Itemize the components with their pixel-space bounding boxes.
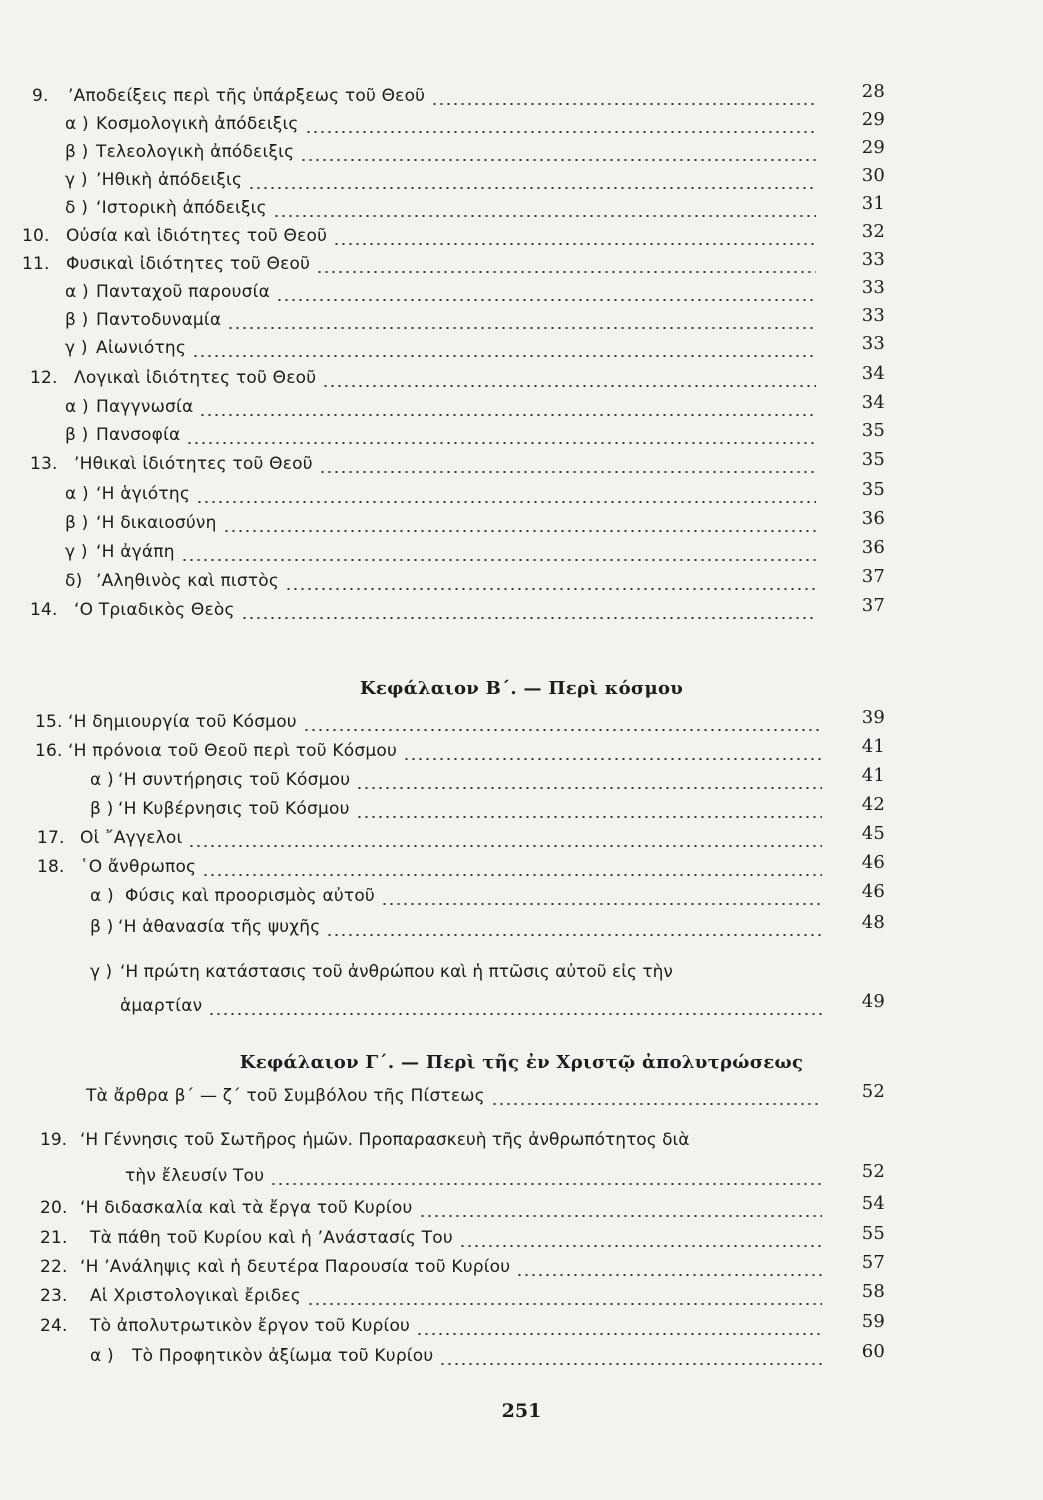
toc-entry-title: Τὰ ἄρθρα β΄ — ζ΄ τοῦ Συμβόλου τῆς Πίστεως [86,1086,485,1106]
toc-entry [0,1162,885,1190]
toc-entry-page: 60 [861,1341,885,1362]
toc-entry-number: α ) [90,1346,114,1366]
toc-entry-page: 41 [861,736,885,757]
toc-entry [0,1224,885,1252]
toc-entry-page: 34 [861,392,885,413]
toc-entry-title: Τὸ ἀπολυτρωτικὸν ἔργον τοῦ Κυρίου [90,1316,411,1336]
toc-entry-number: 15. [35,712,63,732]
toc-entry-number: γ ) [65,542,88,562]
dot-leader [439,1363,822,1365]
toc-entry-number: 14. [30,600,58,620]
toc-entry-page: 57 [861,1252,885,1273]
dot-leader [285,588,816,590]
toc-entry-page: 52 [861,1161,885,1182]
toc-entry-page: 34 [861,363,885,384]
entry-19-number: 19. [40,1130,68,1150]
toc-entry-page: 46 [861,852,885,873]
toc-entry-title: ’Αποδείξεις περὶ τῆς ὑπάρξεως τοῦ Θεοῦ [68,86,426,106]
dot-leader [305,131,816,133]
toc-entry-title: Οἱ ῎Αγγελοι [80,828,183,848]
dot-leader [223,530,816,532]
dot-leader [248,187,816,189]
toc-entry-number: β ) [65,310,89,330]
dot-leader [202,874,822,876]
dot-leader [300,159,816,161]
toc-entry-page: 28 [861,81,885,102]
toc-entry-title: Φυσικαὶ ἰδιότητες τοῦ Θεοῦ [66,254,311,274]
toc-entry-page: 37 [861,595,885,616]
toc-entry-number: 24. [40,1316,68,1336]
toc-entry-title: ‘Η ’Ανάληψις καὶ ἡ δευτέρα Παρουσία τοῦ Κυρίου [80,1257,511,1277]
dot-leader [241,617,816,619]
toc-entry-number: 11. [22,254,50,274]
toc-entry-page: 33 [861,305,885,326]
toc-entry-page: 45 [861,823,885,844]
toc-entry-title: ῾Ο ἄνθρωπος [80,857,197,877]
toc-entry-number: 23. [40,1286,68,1306]
toc-entry [0,992,885,1020]
dot-leader [192,355,816,357]
toc-entry-page: 33 [861,277,885,298]
chapter-g-heading: Κεφάλαιον Γ΄. — Περὶ τῆς ἐν Χριστῷ ἀπολυτρώσεως [239,1052,804,1073]
toc-entry-page: 48 [861,912,885,933]
toc-entry-title: ‘Η ἁγιότης [96,484,190,504]
toc-entry-title: Τὰ πάθη τοῦ Κυρίου καὶ ἡ ’Ανάστασίς Του [90,1228,453,1248]
toc-entry-number: δ) [65,571,83,591]
dot-leader [196,501,816,503]
toc-entry-page: 36 [861,508,885,529]
toc-entry-title: ‘Η πρόνοια τοῦ Θεοῦ περὶ τοῦ Κόσμου [68,741,397,761]
toc-entry [0,364,885,392]
toc-entry-number: α ) [90,886,114,906]
toc-entry-title: ‘Η Κυβέρνησις τοῦ Κόσμου [118,799,350,819]
toc-entry-number: α ) [90,770,114,790]
toc-entry [0,166,885,194]
toc-entry-page: 31 [861,193,885,214]
entry-18g-number: γ ) [90,962,113,982]
toc-entry-page: 33 [861,333,885,354]
toc-entry-title: Αἱ Χριστολογικαὶ ἔριδες [90,1286,301,1306]
toc-entry-page: 35 [861,449,885,470]
toc-entry [0,82,885,110]
toc-entry-title: Φύσις καὶ προορισμὸς αὐτοῦ [125,886,375,906]
toc-entry-title: ‘Η δικαιοσύνη [96,513,217,533]
toc-entry-title: Αἰωνιότης [96,338,187,358]
toc-entry-title: ’Ηθικὴ ἀπόδειξις [96,170,243,190]
dot-leader [208,1013,822,1015]
dot-leader [181,559,816,561]
toc-entry-number: 16. [35,741,63,761]
toc-entry-title: τὴν ἔλευσίν Του [125,1166,265,1186]
toc-entry-title: ‘Η διδασκαλία καὶ τὰ ἔργα τοῦ Κυρίου [80,1198,413,1218]
dot-leader [227,327,816,329]
toc-entry-page: 32 [861,221,885,242]
toc-entry [0,110,885,138]
dot-leader [319,471,816,473]
dot-leader [186,442,816,444]
toc-entry-number: 22. [40,1257,68,1277]
toc-entry-number: 20. [40,1198,68,1218]
toc-entry-page: 35 [861,420,885,441]
toc-entry-number: γ ) [65,338,88,358]
toc-entry [0,538,885,566]
toc-entry-title: Παντοδυναμία [96,310,222,330]
toc-entry-number: 18. [37,857,65,877]
dot-leader [276,299,816,301]
toc-entry-title: Λογικαὶ ἰδιότητες τοῦ Θεοῦ [74,368,317,388]
toc-entry-page: 55 [861,1223,885,1244]
entry-19-text: ‘Η Γέννησις τοῦ Σωτῆρος ἡμῶν. Προπαρασκευὴ τῆς ἀνθρωπότητος διὰ [80,1130,690,1150]
toc-entry-title: ‘Η ἀγάπη [96,542,175,562]
toc-entry [0,1194,885,1222]
toc-entry [0,278,885,306]
toc-entry-title: ‘Ιστορικὴ ἀπόδειξις [96,198,267,218]
chapter-b-heading: Κεφάλαιον Β΄. — Περὶ κόσμου [359,678,684,699]
dot-leader [333,243,816,245]
toc-entry-page: 58 [861,1281,885,1302]
toc-entry-number: 10. [22,226,50,246]
toc-entry [0,421,885,449]
toc-entry-page: 37 [861,566,885,587]
dot-leader [270,1183,822,1185]
toc-entry-title: Τελεολογικὴ ἀπόδειξις [96,142,295,162]
dot-leader [419,1215,823,1217]
toc-entry-title: Πανσοφία [96,425,181,445]
toc-entry-title: Οὐσία καὶ ἰδιότητες τοῦ Θεοῦ [66,226,328,246]
page-number: 251 [501,1400,542,1422]
dot-leader [356,787,822,789]
dot-leader [188,845,822,847]
toc-entry-number: 21. [40,1228,68,1248]
toc-entry [0,708,885,736]
toc-entry [0,138,885,166]
toc-entry [0,1082,885,1110]
dot-leader [199,414,816,416]
toc-entry-page: 29 [861,109,885,130]
dot-leader [273,215,816,217]
dot-leader [307,1303,822,1305]
toc-entry-number: α ) [65,484,89,504]
dot-leader [403,758,822,760]
toc-entry-page: 39 [861,707,885,728]
toc-entry-page: 46 [861,881,885,902]
toc-entry [0,194,885,222]
toc-entry-number: α ) [65,114,89,134]
toc-entry-number: β ) [65,142,89,162]
toc-entry [0,766,885,794]
toc-entry [0,480,885,508]
dot-leader [322,385,816,387]
dot-leader [491,1103,822,1105]
toc-entry-page: 42 [861,794,885,815]
toc-entry-number: β ) [65,425,89,445]
dot-leader [416,1333,822,1335]
toc-entry-title: ‘Ο Τριαδικὸς Θεὸς [74,600,235,620]
toc-entry-number: β ) [65,513,89,533]
toc-entry [0,1312,885,1340]
dot-leader [459,1245,822,1247]
toc-entry-number: 12. [30,368,58,388]
toc-entry [0,334,885,362]
toc-entry [0,824,885,852]
toc-entry-title: Τὸ Προφητικὸν ἀξίωμα τοῦ Κυρίου [132,1346,434,1366]
toc-entry-title: ἁμαρτίαν [120,996,203,1016]
toc-entry-number: δ ) [65,198,89,218]
dot-leader [316,271,816,273]
toc-entry [0,737,885,765]
toc-entry [0,393,885,421]
toc-entry-title: ’Αληθινὸς καὶ πιστὸς [96,571,280,591]
toc-entry-title: Πανταχοῦ παρουσία [96,282,270,302]
dot-leader [326,934,822,936]
toc-entry-title: ’Ηθικαὶ ἰδιότητες τοῦ Θεοῦ [74,454,313,474]
toc-entry [0,509,885,537]
toc-entry-number: β ) [90,799,114,819]
toc-entry-number: 9. [32,86,49,106]
toc-entry-page: 33 [861,249,885,270]
toc-entry-page: 36 [861,537,885,558]
toc-entry-title: Κοσμολογικὴ ἀπόδειξις [96,114,299,134]
dot-leader [431,103,816,105]
toc-entry [0,1253,885,1281]
toc-entry-page: 35 [861,479,885,500]
toc-entry-page: 41 [861,765,885,786]
toc-entry-page: 54 [861,1193,885,1214]
dot-leader [303,729,822,731]
toc-entry [0,306,885,334]
toc-entry [0,853,885,881]
toc-entry [0,913,885,941]
toc-entry-number: 17. [37,828,65,848]
toc-entry-page: 52 [861,1081,885,1102]
toc-entry-number: γ ) [65,170,88,190]
toc-entry [0,882,885,910]
toc-entry [0,450,885,478]
toc-entry-title: ‘Η συντήρησις τοῦ Κόσμου [118,770,351,790]
dot-leader [356,816,822,818]
toc-entry [0,1342,885,1370]
toc-entry [0,567,885,595]
toc-entry-number: 13. [30,454,58,474]
toc-entry [0,795,885,823]
toc-entry-number: β ) [90,917,114,937]
toc-entry [0,1282,885,1310]
toc-entry-page: 59 [861,1311,885,1332]
dot-leader [516,1274,822,1276]
toc-entry-number: α ) [65,397,89,417]
entry-18g-text: ‘Η πρώτη κατάστασις τοῦ ἀνθρώπου καὶ ἡ πτῶσις αὐτοῦ εἰς τὴν [120,962,673,982]
toc-entry-title: ‘Η ἀθανασία τῆς ψυχῆς [118,917,321,937]
toc-entry [0,596,885,624]
dot-leader [381,903,822,905]
toc-entry-title: ‘Η δημιουργία τοῦ Κόσμου [68,712,297,732]
toc-entry-page: 49 [861,991,885,1012]
toc-entry-page: 29 [861,137,885,158]
toc-entry-number: α ) [65,282,89,302]
toc-entry-page: 30 [861,165,885,186]
toc-entry-title: Παγγνωσία [96,397,194,417]
toc-entry [0,222,885,250]
toc-entry [0,250,885,278]
